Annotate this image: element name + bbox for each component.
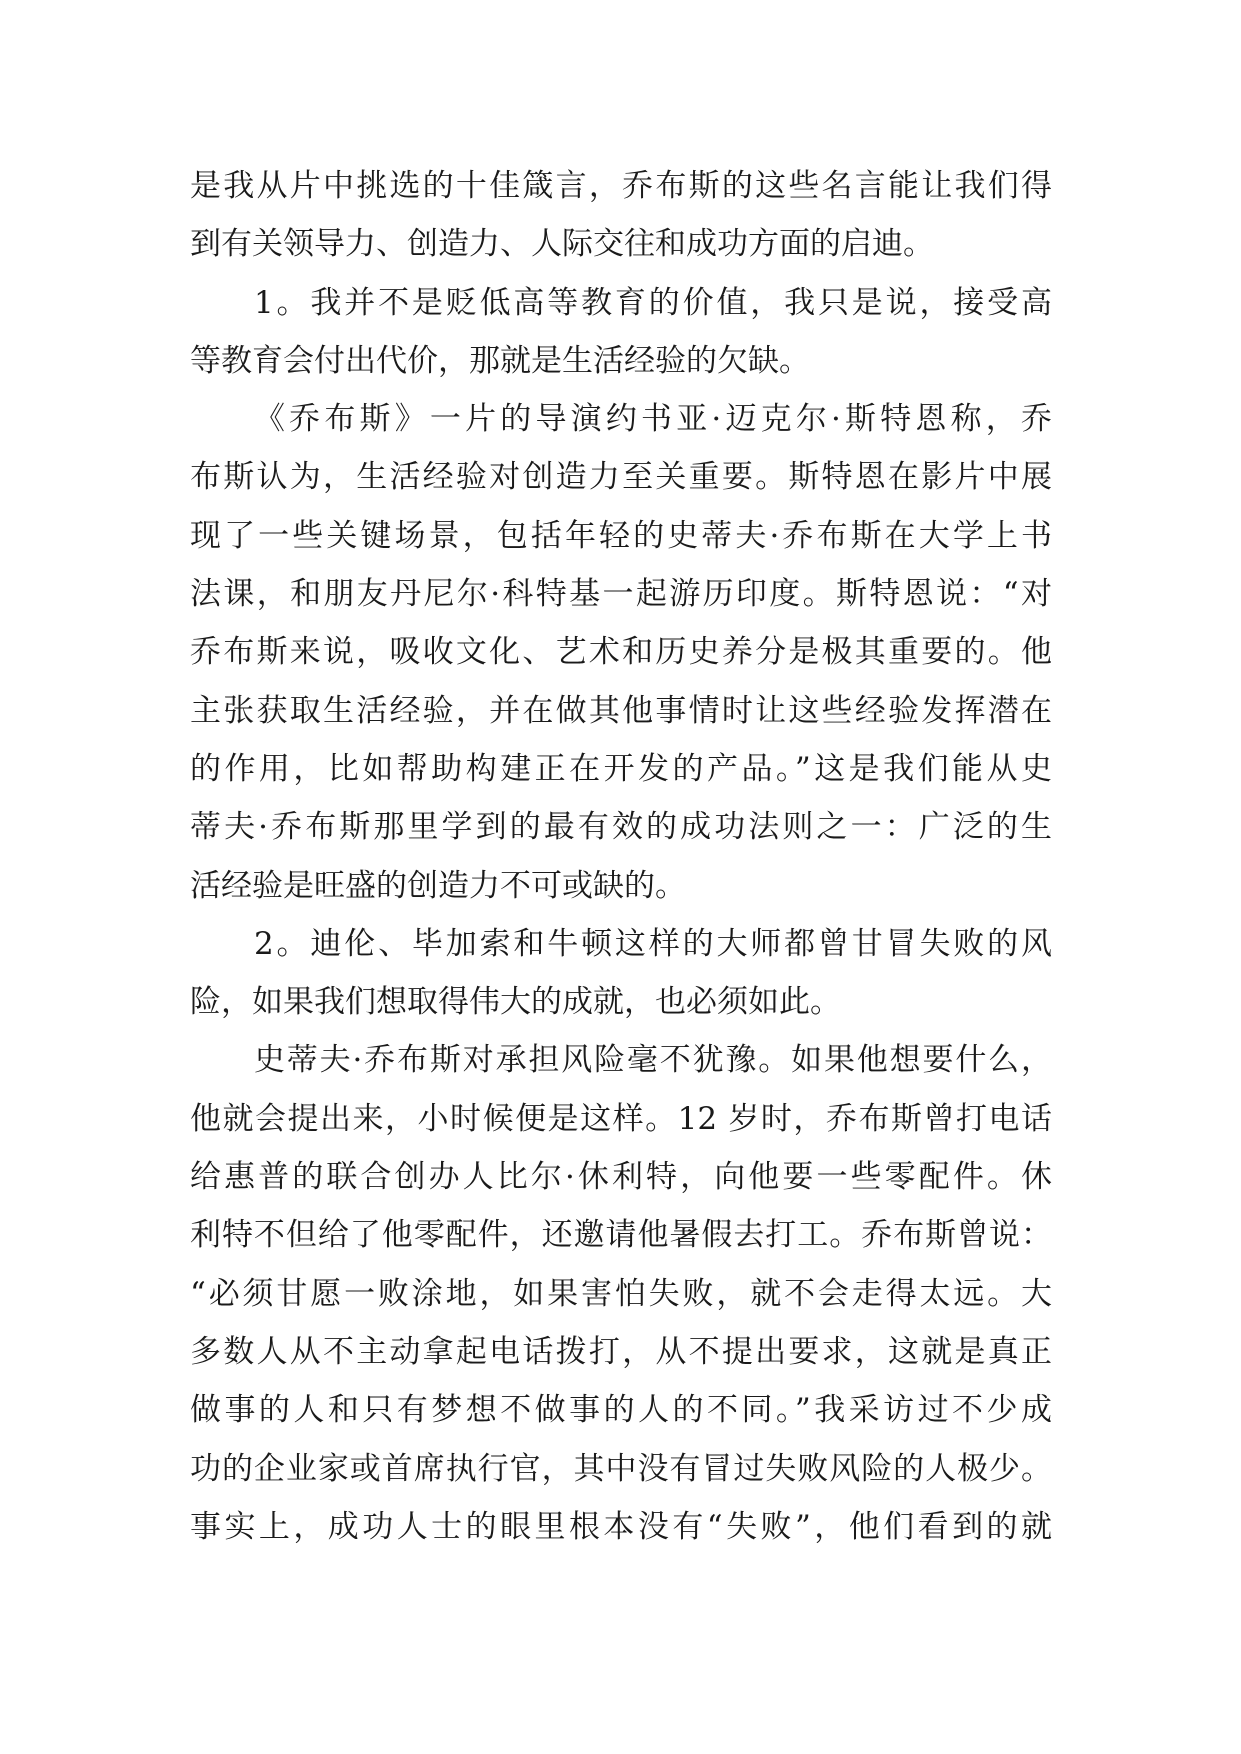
text-line: 险，如果我们想取得伟大的成就，也必须如此。 — [190, 984, 841, 1021]
text-line: 现了一些关键场景，包括年轻的史蒂夫·乔布斯在大学上书 — [190, 517, 1052, 554]
text-line: 等教育会付出代价，那就是生活经验的欠缺。 — [190, 342, 810, 379]
text-line: 多数人从不主动拿起电话拨打，从不提出要求，这就是真正 — [190, 1333, 1052, 1370]
text-line: 法课，和朋友丹尼尔·科特基一起游历印度。斯特恩说：“对 — [190, 576, 1052, 613]
text-line: 2。迪伦、毕加索和牛顿这样的大师都曾甘冒失败的风 — [254, 925, 1052, 962]
text-line: 做事的人和只有梦想不做事的人的不同。”我采访过不少成 — [190, 1392, 1052, 1429]
body-text — [190, 157, 1052, 1556]
text-line: 的作用，比如帮助构建正在开发的产品。”这是我们能从史 — [190, 750, 1052, 787]
text-line: 1。我并不是贬低高等教育的价值，我只是说，接受高 — [254, 284, 1052, 321]
text-line: 活经验是旺盛的创造力不可或缺的。 — [190, 867, 686, 904]
text-line: “必须甘愿一败涂地，如果害怕失败，就不会走得太远。大 — [190, 1275, 1052, 1312]
text-line: 主张获取生活经验，并在做其他事情时让这些经验发挥潜在 — [190, 692, 1052, 729]
text-line: 布斯认为，生活经验对创造力至关重要。斯特恩在影片中展 — [190, 459, 1052, 496]
text-line: 蒂夫·乔布斯那里学到的最有效的成功法则之一：广泛的生 — [190, 809, 1052, 846]
text-line: 功的企业家或首席执行官，其中没有冒过失败风险的人极少。 — [190, 1450, 1052, 1487]
text-line: 事实上，成功人士的眼里根本没有“失败”，他们看到的就 — [190, 1508, 1052, 1545]
text-line: 《乔布斯》一片的导演约书亚·迈克尔·斯特恩称，乔 — [254, 401, 1052, 438]
text-line: 乔布斯来说，吸收文化、艺术和历史养分是极其重要的。他 — [190, 634, 1052, 671]
text-line: 给惠普的联合创办人比尔·休利特，向他要一些零配件。休 — [190, 1159, 1052, 1196]
text-line: 他就会提出来，小时候便是这样。12 岁时，乔布斯曾打电话 — [190, 1100, 1052, 1137]
text-line: 史蒂夫·乔布斯对承担风险毫不犹豫。如果他想要什么， — [254, 1042, 1052, 1079]
text-line: 是我从片中挑选的十佳箴言，乔布斯的这些名言能让我们得 — [190, 168, 1052, 204]
text-line: 利特不但给了他零配件，还邀请他暑假去打工。乔布斯曾说： — [190, 1217, 1052, 1254]
text-line: 到有关领导力、创造力、人际交往和成功方面的启迪。 — [190, 226, 934, 263]
